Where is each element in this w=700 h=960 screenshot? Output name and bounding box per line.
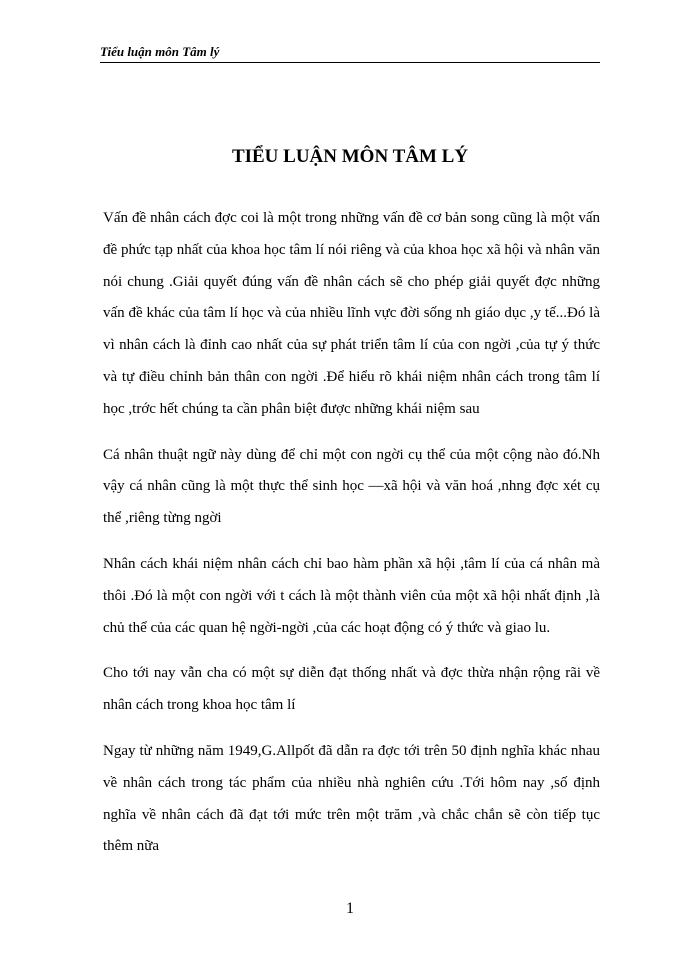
document-body [103,203,600,863]
paragraph-4: Cho tới nay vẫn cha có một sự diễn đạt thống nhất và đợc thừa nhận rộng rãi về nhân cách trong khoa học tâm lí [103,665,600,714]
paragraph-5: Ngay từ những năm 1949,G.Allpốt đã dẫn ra đợc tới trên 50 định nghĩa khác nhau về nhân cách trong tác phẩm của nhiều nhà nghiên cứu .Tới hôm nay ,số định nghĩa về nhân cách đã đạt tới mức trên một trăm ,và chắc chắn sẽ còn tiếp tục thêm nữa [103,742,600,855]
page-header [100,44,600,63]
paragraph-2: Cá nhân thuật ngữ này dùng để chỉ một con ngời cụ thể của một cộng nào đó.Nh vậy cá nhân cũng là một thực thể sinh học —xã hội và văn hoá ,nhng đợc xét cụ thể ,riêng từng ngời [103,446,600,527]
header-text: Tiểu luận môn Tâm lý [100,44,220,59]
page-number: 1 [346,900,354,917]
document-title: TIỂU LUẬN MÔN TÂM LÝ [231,146,469,167]
paragraph-3: Nhân cách khái niệm nhân cách chỉ bao hàm phần xã hội ,tâm lí của cá nhân mà thôi .Đó là một con ngời với t cách là một thành viên của một xã hội nhất định ,là chủ thể của các quan hệ ngời-ngời ,của các hoạt động có ý thức và giao lu. [103,555,600,636]
paragraph-1: Vấn đề nhân cách đợc coi là một trong những vấn đề cơ bản song cũng là một vấn đề phức tạp nhất của khoa học tâm lí nói riêng và của khoa học xã hội và nhân văn nói chung .Giải quyết đúng vấn đề nhân cách sẽ cho phép giải quyết đợc những vấn đề khác của tâm lí học và của nhiều lĩnh vực đời sống nh giáo dục ,y tế...Đó là vì nhân cách là đỉnh cao nhất của sự phát triển tâm lí của con ngời ,của tự ý thức và tự điều chỉnh bản thân con ngời .Để hiểu rõ khái niệm nhân cách trong tâm lí học ,trớc hết chúng ta cần phân biệt được những khái niệm sau [103,210,600,417]
